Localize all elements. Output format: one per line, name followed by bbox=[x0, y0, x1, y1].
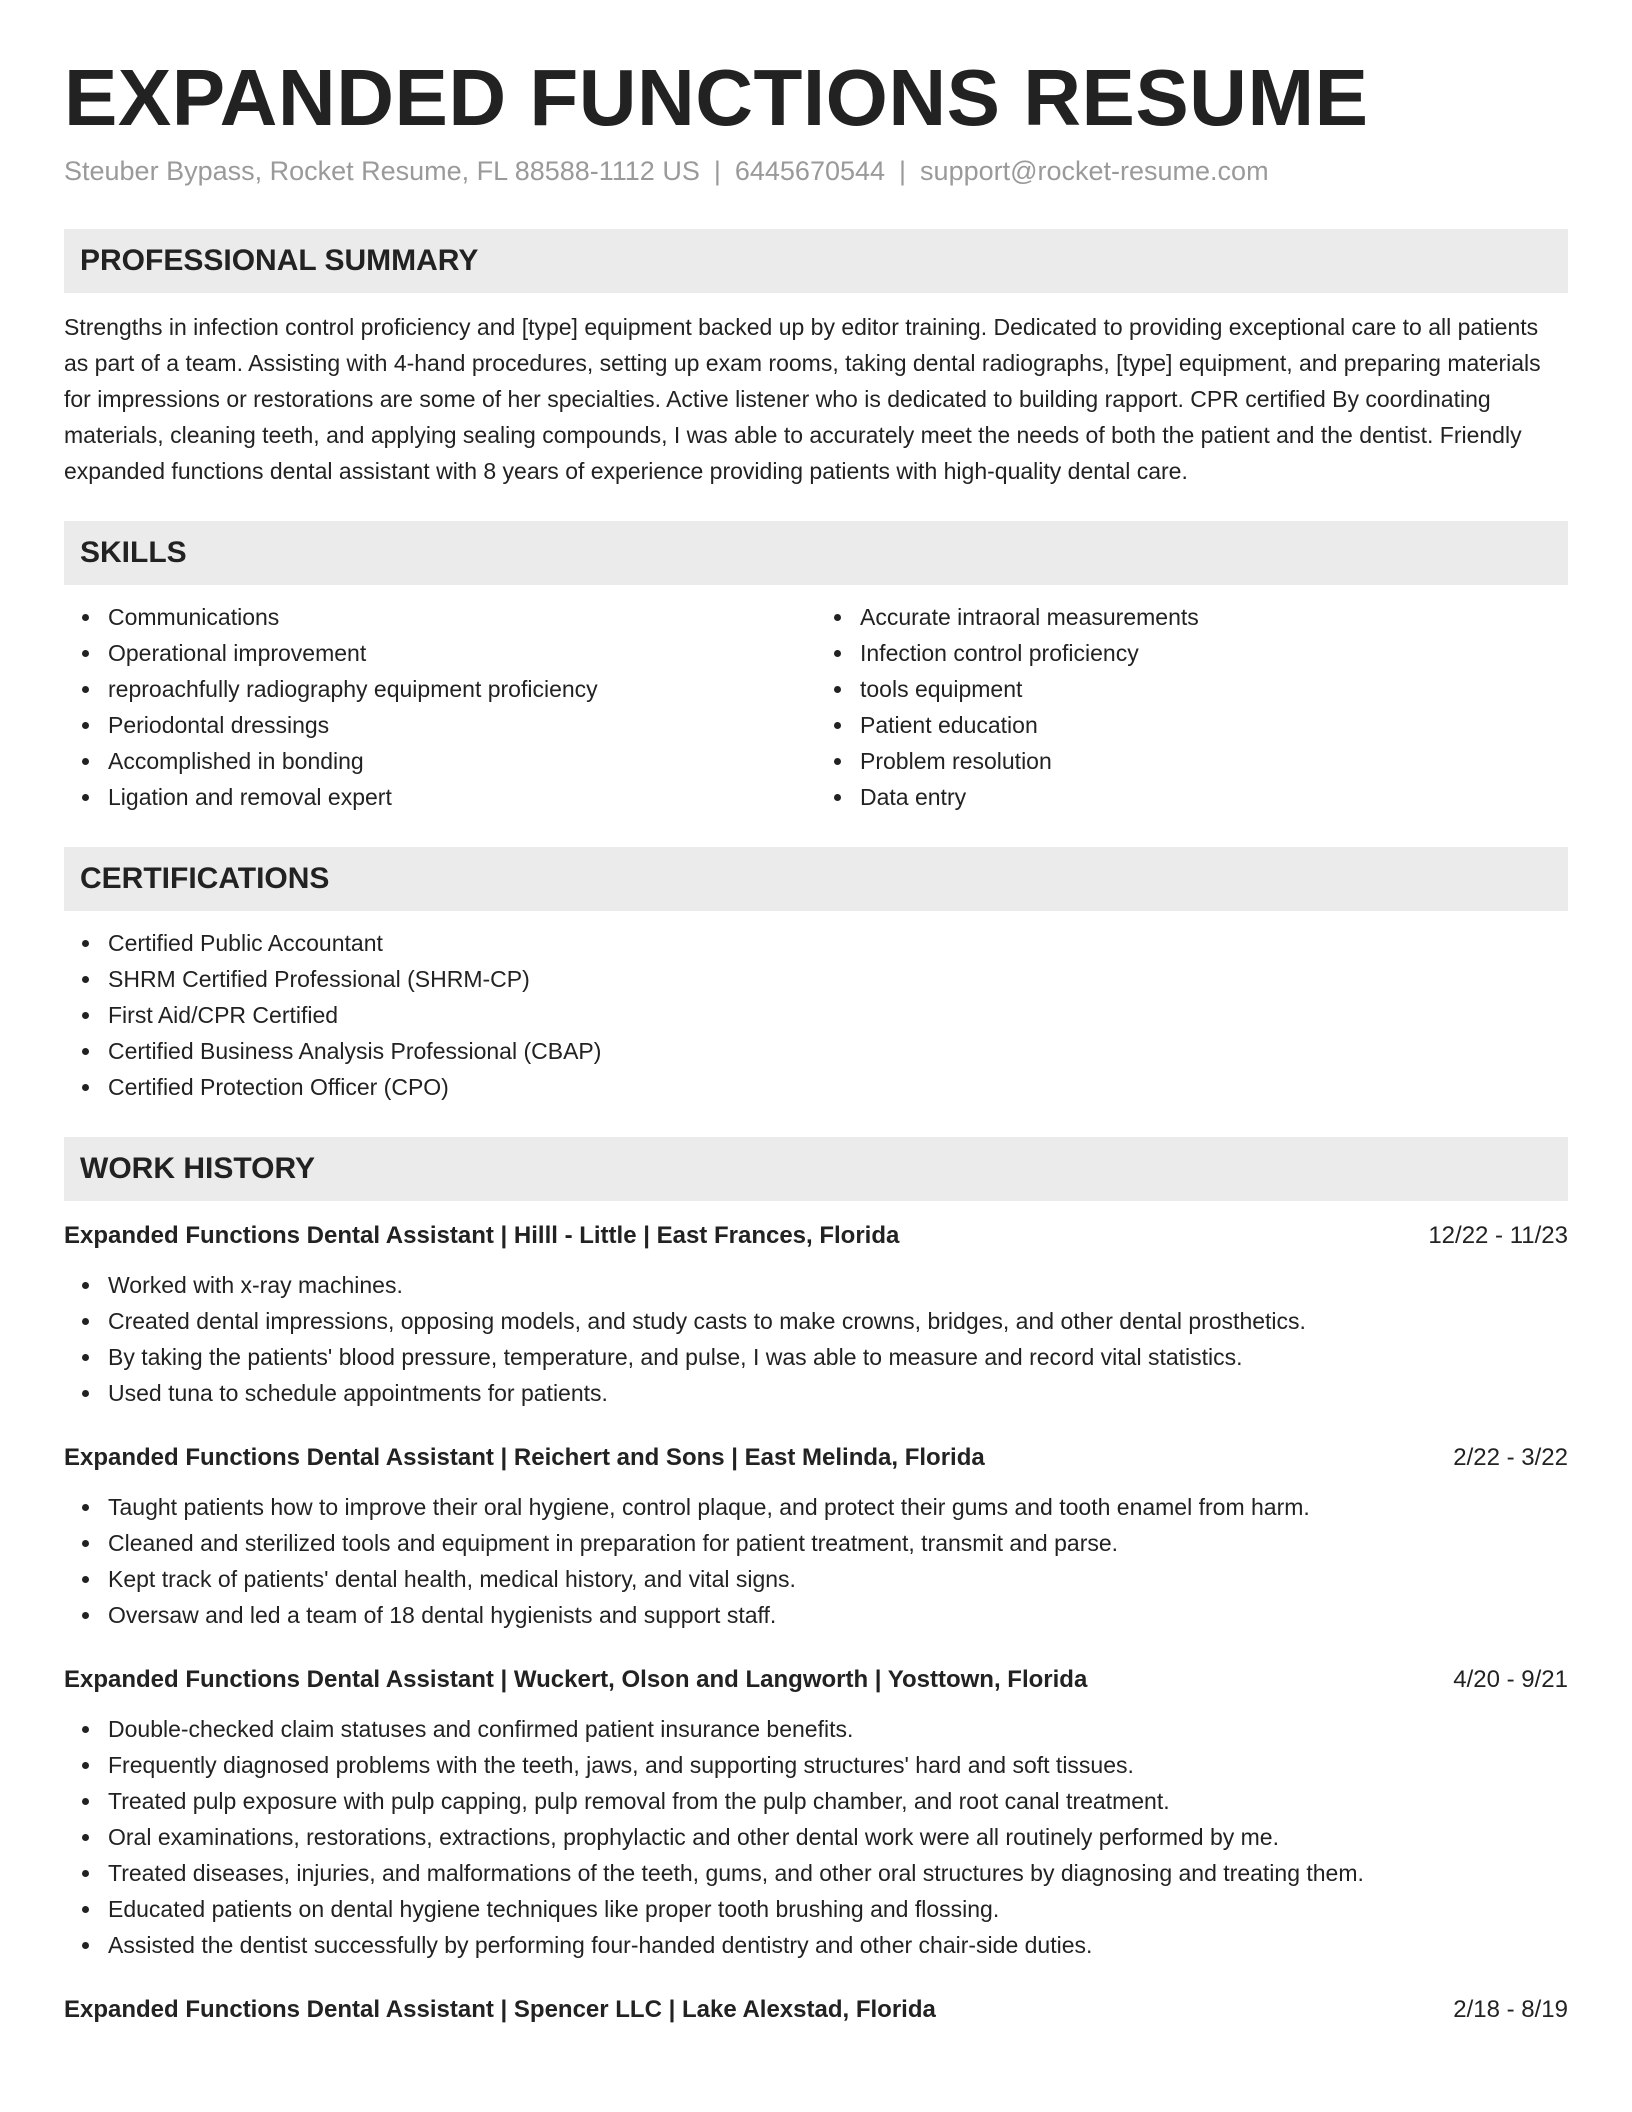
skills-list-left bbox=[64, 599, 816, 815]
contact-separator: | bbox=[713, 156, 721, 186]
skill-item: Problem resolution bbox=[860, 743, 1568, 779]
job-duty: Treated pulp exposure with pulp capping, pulp removal from the pulp chamber, and root canal treatment. bbox=[108, 1783, 1568, 1819]
job-title: Expanded Functions Dental Assistant | Hilll - Little | East Frances, Florida bbox=[64, 1222, 900, 1250]
job-entry bbox=[64, 1663, 1568, 1963]
job-duty: Taught patients how to improve their oral hygiene, control plaque, and protect their gums and tooth enamel from harm. bbox=[108, 1489, 1568, 1525]
certification-item: Certified Protection Officer (CPO) bbox=[108, 1069, 1568, 1105]
resume-title: EXPANDED FUNCTIONS RESUME bbox=[64, 53, 1369, 142]
certification-item: Certified Business Analysis Professional (CBAP) bbox=[108, 1033, 1568, 1069]
job-entry bbox=[64, 1441, 1568, 1633]
certification-item: Certified Public Accountant bbox=[108, 925, 1568, 961]
contact-email: support@rocket-resume.com bbox=[920, 156, 1269, 186]
section-heading-skills: SKILLS bbox=[64, 521, 1568, 585]
contact-separator: | bbox=[899, 156, 907, 186]
job-duties bbox=[64, 1711, 1568, 1963]
job-header bbox=[64, 1219, 1568, 1253]
resume-page bbox=[64, 52, 1568, 2027]
certifications-list bbox=[64, 925, 1568, 1105]
skill-item: tools equipment bbox=[860, 671, 1568, 707]
contact-phone: 6445670544 bbox=[734, 156, 886, 186]
skill-item: reproachfully radiography equipment proficiency bbox=[108, 671, 816, 707]
skill-item: Infection control proficiency bbox=[860, 635, 1568, 671]
job-title: Expanded Functions Dental Assistant | Spencer LLC | Lake Alexstad, Florida bbox=[64, 1996, 936, 2024]
job-duty: Used tuna to schedule appointments for patients. bbox=[108, 1375, 1568, 1411]
job-header bbox=[64, 1993, 1568, 2027]
job-header bbox=[64, 1441, 1568, 1475]
skills-grid bbox=[64, 585, 1568, 815]
job-duty: Assisted the dentist successfully by performing four-handed dentistry and other chair-side duties. bbox=[108, 1927, 1568, 1963]
job-duty: Treated diseases, injuries, and malformations of the teeth, gums, and other oral structures by diagnosing and treating them. bbox=[108, 1855, 1568, 1891]
skills-list-right bbox=[816, 599, 1568, 815]
skill-item: Ligation and removal expert bbox=[108, 779, 816, 815]
skill-item: Accurate intraoral measurements bbox=[860, 599, 1568, 635]
summary-text: Strengths in infection control proficiency and [type] equipment backed up by editor training. Dedicated to providing exceptional care to all patients as part of a team. Assisting with 4-hand procedures, setting up exam rooms, taking dental radiographs, [type] equipment, and preparing materials for impressions or restorations are some of her specialties. Active listener who is dedicated to building rapport. CPR certified By coordinating materials, cleaning teeth, and applying sealing compounds, I was able to accurately meet the needs of both the patient and the dentist. Friendly expanded functions dental assistant with 8 years of experience providing patients with high-quality dental care. bbox=[64, 314, 1541, 485]
job-entry bbox=[64, 1993, 1568, 2027]
job-duty: Double-checked claim statuses and confirmed patient insurance benefits. bbox=[108, 1711, 1568, 1747]
job-dates: 12/22 - 11/23 bbox=[1428, 1222, 1568, 1250]
job-duties bbox=[64, 1489, 1568, 1633]
job-dates: 4/20 - 9/21 bbox=[1453, 1666, 1568, 1694]
job-dates: 2/22 - 3/22 bbox=[1453, 1444, 1568, 1472]
job-title: Expanded Functions Dental Assistant | Reichert and Sons | East Melinda, Florida bbox=[64, 1444, 985, 1472]
skill-item: Operational improvement bbox=[108, 635, 816, 671]
job-duty: Kept track of patients' dental health, medical history, and vital signs. bbox=[108, 1561, 1568, 1597]
job-duties bbox=[64, 1267, 1568, 1411]
job-header bbox=[64, 1663, 1568, 1697]
skill-item: Periodontal dressings bbox=[108, 707, 816, 743]
skill-item: Patient education bbox=[860, 707, 1568, 743]
section-heading-summary: PROFESSIONAL SUMMARY bbox=[64, 229, 1568, 293]
section-heading-certifications: CERTIFICATIONS bbox=[64, 847, 1568, 911]
job-duty: Worked with x-ray machines. bbox=[108, 1267, 1568, 1303]
job-duty: Oversaw and led a team of 18 dental hygienists and support staff. bbox=[108, 1597, 1568, 1633]
job-title: Expanded Functions Dental Assistant | Wuckert, Olson and Langworth | Yosttown, Florida bbox=[64, 1666, 1088, 1694]
contact-line bbox=[64, 154, 1568, 189]
certification-item: First Aid/CPR Certified bbox=[108, 997, 1568, 1033]
skill-item: Data entry bbox=[860, 779, 1568, 815]
section-heading-work-history: WORK HISTORY bbox=[64, 1137, 1568, 1201]
job-dates: 2/18 - 8/19 bbox=[1453, 1996, 1568, 2024]
job-duty: Oral examinations, restorations, extractions, prophylactic and other dental work were all routinely performed by me. bbox=[108, 1819, 1568, 1855]
job-duty: Created dental impressions, opposing models, and study casts to make crowns, bridges, and other dental prosthetics. bbox=[108, 1303, 1568, 1339]
job-duty: Educated patients on dental hygiene techniques like proper tooth brushing and flossing. bbox=[108, 1891, 1568, 1927]
job-duty: By taking the patients' blood pressure, temperature, and pulse, I was able to measure and record vital statistics. bbox=[108, 1339, 1568, 1375]
job-entry bbox=[64, 1219, 1568, 1411]
skill-item: Accomplished in bonding bbox=[108, 743, 816, 779]
contact-address: Steuber Bypass, Rocket Resume, FL 88588-1112 US bbox=[64, 156, 700, 186]
job-duty: Cleaned and sterilized tools and equipment in preparation for patient treatment, transmit and parse. bbox=[108, 1525, 1568, 1561]
job-duty: Frequently diagnosed problems with the teeth, jaws, and supporting structures' hard and soft tissues. bbox=[108, 1747, 1568, 1783]
certification-item: SHRM Certified Professional (SHRM-CP) bbox=[108, 961, 1568, 997]
skill-item: Communications bbox=[108, 599, 816, 635]
